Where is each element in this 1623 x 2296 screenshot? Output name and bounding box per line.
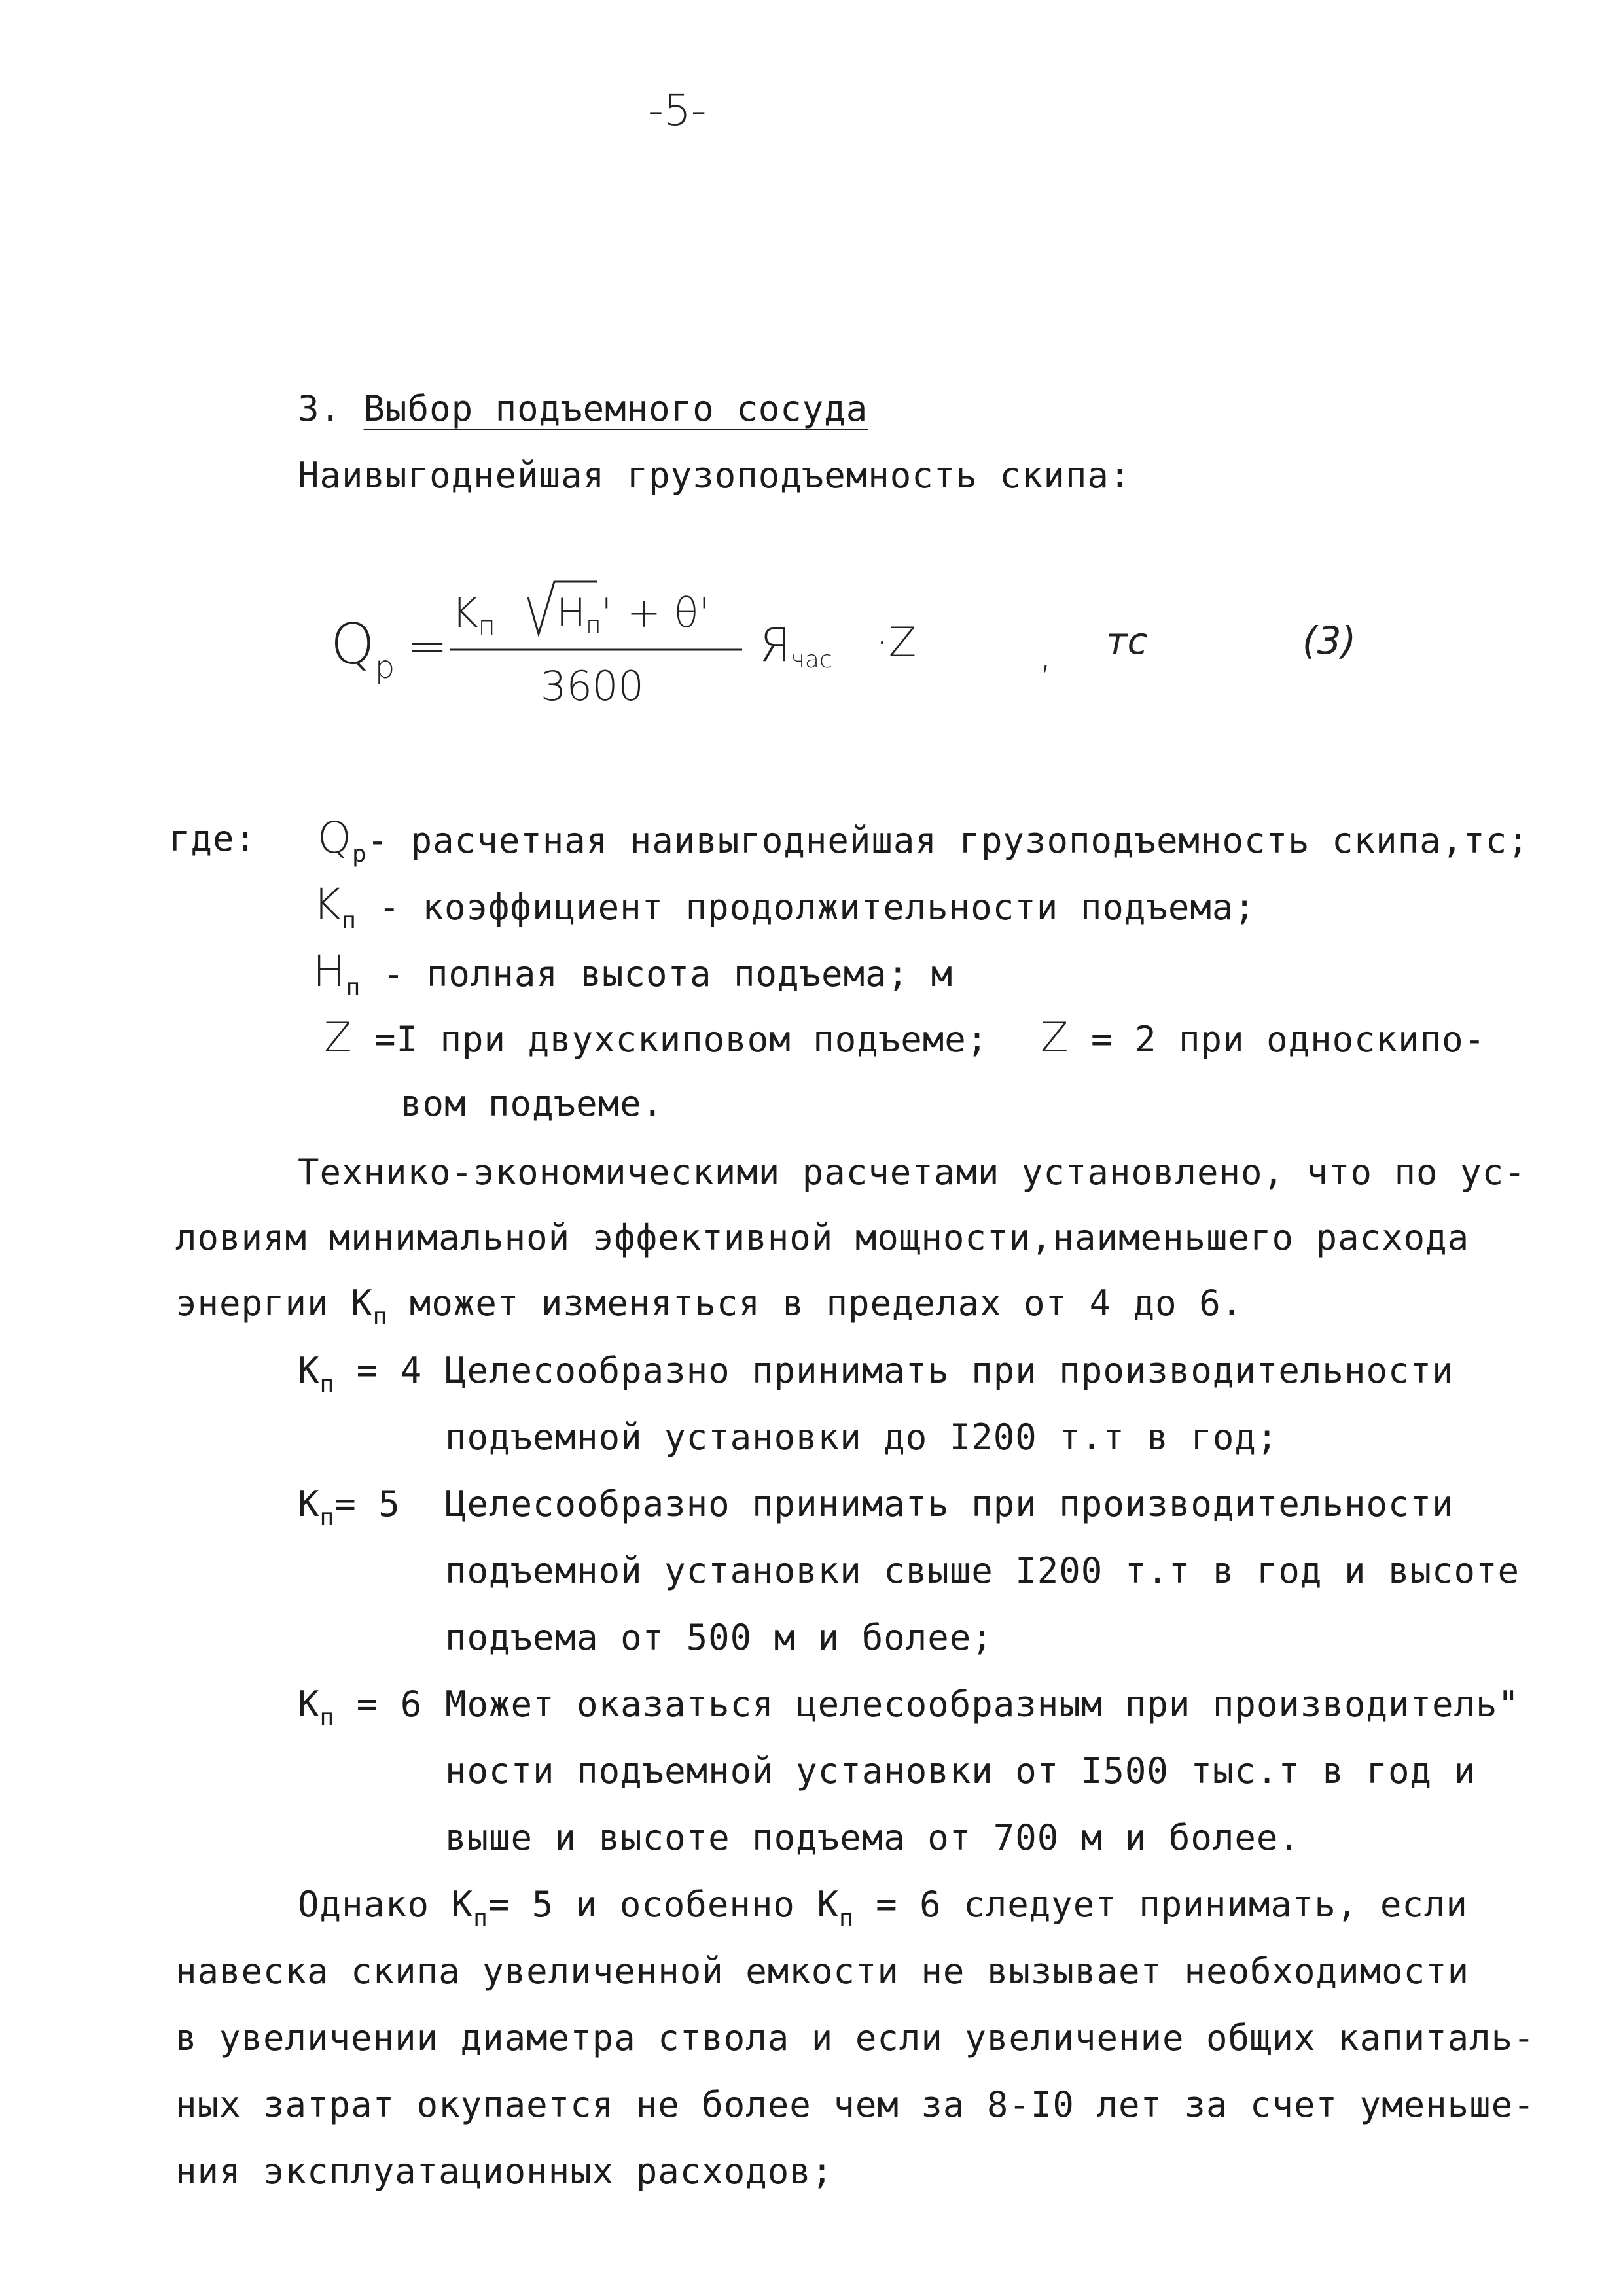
formula-equals: = (407, 618, 448, 675)
formula-denominator: 3600 (541, 662, 644, 710)
formula-z: ·Z (876, 618, 917, 666)
formula-unit: тс (1106, 620, 1148, 663)
k-item-2-line-3: подъема от 500 м и более; (445, 1617, 993, 1658)
formula-radicand: $H_п'$ (556, 590, 613, 639)
formula-factor: $Я_{час}$ (759, 618, 832, 673)
k-item-3-line-2: ности подъемной установки от I500 тыс.т в год и (445, 1750, 1476, 1792)
section-number: 3. (298, 388, 342, 429)
para1-line-3: энергии $К_п$ может изменяться в пределах от 4 до 6. (175, 1282, 1243, 1330)
para2-line-5: ния эксплуатационных расходов; (175, 2151, 834, 2192)
def-z-line-2: Z = 2 при односкипо- (1041, 1014, 1486, 1061)
formula-lhs: $Q_р$ (330, 612, 395, 686)
para2-line-1: Однако $К_п= 5$ и особенно $К_п = 6$ следует принимать, если (298, 1884, 1468, 1932)
def-z-line-1: Z =I при двухскиповом подъеме; (324, 1014, 989, 1061)
k-item-2-line-2: подъемной установки свыше I200 т.т в год и высоте (445, 1550, 1520, 1591)
k-item-3-line-1: Может оказаться целесообразным при производитель" (445, 1684, 1520, 1725)
section-heading (298, 388, 868, 429)
def-qp: $Q_р-$ расчетная наивыгоднейшая грузоподъемность скипа,тс; (317, 813, 1529, 868)
page-number: -5- (648, 85, 707, 135)
def-hp: $H_п$ - полная высота подъема; м (313, 946, 954, 1001)
fraction-bar (450, 648, 745, 652)
def-z-line-3: вом подъеме. (401, 1083, 664, 1124)
formula-numerator: $K_п$ (452, 589, 495, 641)
k-item-1-line-2: подъемной установки до I200 т.т в год; (445, 1417, 1279, 1458)
para2-line-2: навеска скипа увеличенной емкости не вызывает необходимости (175, 1951, 1470, 1992)
k-item-1-label: $К_п = 4$ (298, 1350, 423, 1398)
para2-line-3: в увеличении диаметра ствола и если увеличение общих капиталь- (175, 2017, 1535, 2058)
para1-line-2: ловиям минимальной эффективной мощности,наименьшего расхода (175, 1217, 1470, 1258)
k-item-2-line-1: Целесообразно принимать при производительности (445, 1483, 1454, 1525)
formula-comma: , (1039, 629, 1052, 677)
formula-theta: + θ' (627, 589, 710, 637)
def-kp: $K_п$ - коэффициент продолжительности подъема; (313, 879, 1256, 934)
para2-line-4: ных затрат окупается не более чем за 8-I0 лет за счет уменьше- (175, 2084, 1535, 2125)
k-item-2-label: $К_п= 5$ (298, 1483, 401, 1531)
k-item-3-line-3: выше и высоте подъема от 700 м и более. (445, 1817, 1300, 1858)
k-item-3-label: $К_п = 6$ (298, 1684, 423, 1731)
para1-line-1: Технико-экономическими расчетами установлено, что по ус- (298, 1152, 1526, 1193)
equation-number: (3) (1302, 618, 1357, 663)
where-label: где: (169, 818, 257, 859)
intro-line: Наивыгоднейшая грузоподъемность скипа: (298, 455, 1132, 496)
k-item-1-line-1: Целесообразно принимать при производительности (445, 1350, 1454, 1391)
section-title: Выбор подъемного сосуда (363, 388, 868, 429)
